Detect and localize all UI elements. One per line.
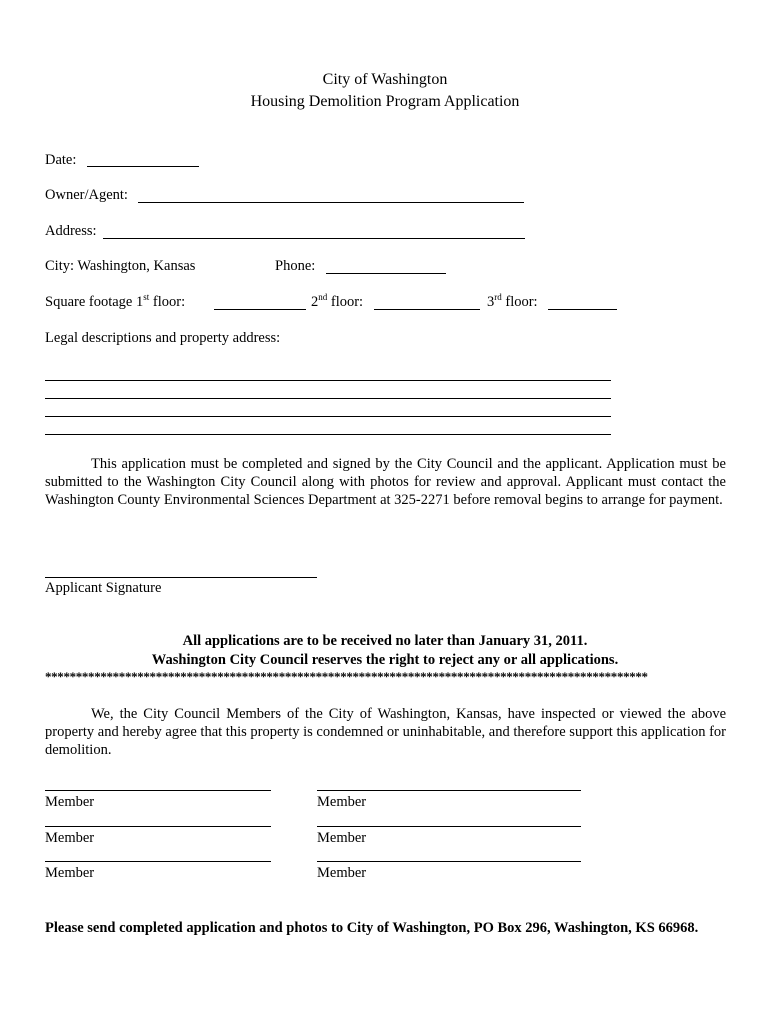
applicant-signature-field[interactable] [45,577,317,578]
member-signature-field[interactable] [317,790,581,791]
address-label: Address: [45,223,97,239]
phone-label: Phone: [275,258,316,274]
rejection-notice: Washington City Council reserves the right to reject any or all applications. [151,652,619,668]
date-field[interactable] [87,166,199,167]
member-label: Member [45,830,95,846]
instructions-paragraph: This application must be completed and signed by the City Council and the applicant. Application must be submitted to the Washington City Council along with photos for review and approval. Applicant must contact the Washington County Environmental Sciences Department at 325-2271 before removal begins to arrange for payment. [45,456,726,508]
legal-description-line[interactable] [45,398,611,399]
city-label: City: Washington, Kansas [45,258,196,274]
member-signature-field[interactable] [45,861,271,862]
legal-description-line[interactable] [45,434,611,435]
address-field[interactable] [103,238,525,239]
member-signature-field[interactable] [317,861,581,862]
applicant-signature-label: Applicant Signature [45,580,162,596]
sqft-third-floor-field[interactable] [548,309,617,310]
date-label: Date: [45,152,77,168]
document-subtitle: Housing Demolition Program Application [250,93,520,110]
member-signature-field[interactable] [45,790,271,791]
member-label: Member [317,830,367,846]
owner-agent-label: Owner/Agent: [45,187,128,203]
sqft-second-floor-field[interactable] [374,309,480,310]
sqft-second-floor-label: 2nd floor: [311,292,364,310]
mailing-instructions: Please send completed application and photos to City of Washington, PO Box 296, Washington, KS 66968. [45,920,699,936]
member-label: Member [317,794,367,810]
sqft-first-floor-label: Square footage 1st floor: [45,292,186,310]
separator-stars: ************************************************************************************************** [45,670,648,683]
legal-description-line[interactable] [45,416,611,417]
sqft-third-floor-label: 3rd floor: [487,292,538,310]
member-signature-field[interactable] [45,826,271,827]
owner-agent-field[interactable] [138,202,524,203]
member-label: Member [317,865,367,881]
legal-description-label: Legal descriptions and property address: [45,330,281,346]
member-label: Member [45,794,95,810]
deadline-notice: All applications are to be received no later than January 31, 2011. [182,633,588,649]
legal-description-line[interactable] [45,380,611,381]
phone-field[interactable] [326,273,446,274]
council-statement: We, the City Council Members of the City of Washington, Kansas, have inspected or viewed the above property and hereby agree that this property is condemned or uninhabitable, and therefore support this application for demolition. [45,706,726,758]
sqft-first-floor-field[interactable] [214,309,306,310]
member-label: Member [45,865,95,881]
document-title: City of Washington [322,71,448,88]
member-signature-field[interactable] [317,826,581,827]
